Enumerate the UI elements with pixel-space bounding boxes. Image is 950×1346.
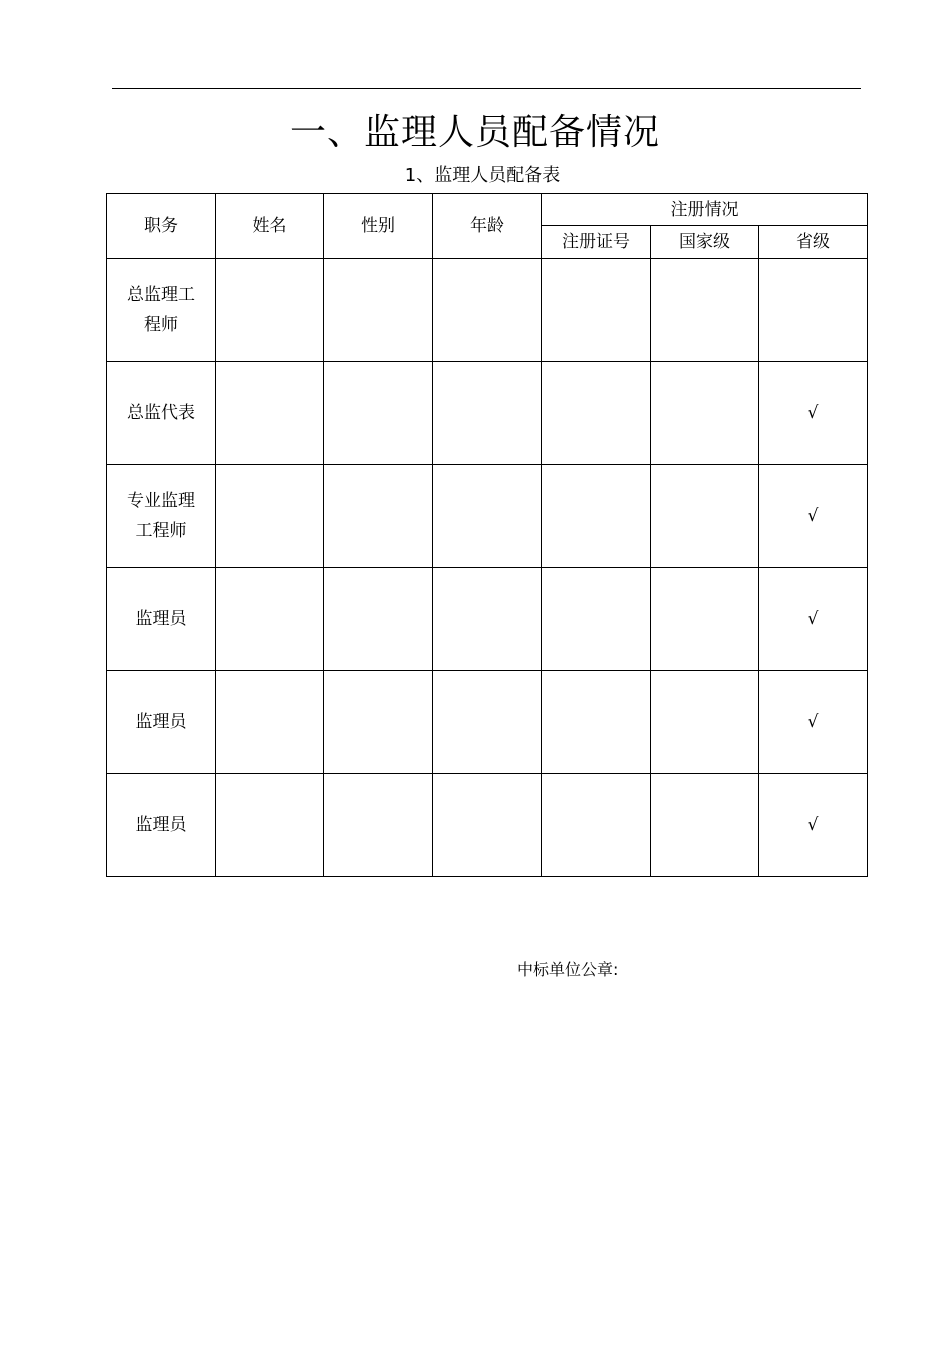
position-cell <box>107 568 216 671</box>
position-cell <box>107 774 216 877</box>
age-cell <box>433 671 542 774</box>
age-cell <box>433 259 542 362</box>
registration-no-cell <box>542 362 651 465</box>
registration-no-cell <box>542 774 651 877</box>
age-cell <box>433 774 542 877</box>
header-provincial: 省级 <box>759 226 868 259</box>
table-row <box>107 774 868 877</box>
registration-no-cell <box>542 568 651 671</box>
gender-cell <box>324 568 433 671</box>
national-cell <box>651 774 759 877</box>
name-cell <box>216 671 324 774</box>
position-line-1: 监理员 <box>135 609 187 629</box>
gender-cell <box>324 465 433 568</box>
position-cell <box>107 671 216 774</box>
table-row <box>107 465 868 568</box>
staff-table <box>106 193 868 877</box>
name-cell <box>216 259 324 362</box>
provincial-check: √ <box>759 774 868 877</box>
position-line-1: 监理员 <box>135 815 187 835</box>
position-cell <box>107 465 216 568</box>
position-line-2: 程师 <box>144 315 178 335</box>
registration-no-cell <box>542 259 651 362</box>
provincial-check: √ <box>759 671 868 774</box>
header-registration: 注册情况 <box>542 194 868 226</box>
position-cell <box>107 259 216 362</box>
name-cell <box>216 465 324 568</box>
name-cell <box>216 568 324 671</box>
name-cell <box>216 774 324 877</box>
header-name: 姓名 <box>216 194 324 259</box>
provincial-check: √ <box>759 362 868 465</box>
position-cell <box>107 362 216 465</box>
header-rule <box>112 88 861 89</box>
name-cell <box>216 362 324 465</box>
company-seal-label: 中标单位公章: <box>517 960 619 979</box>
gender-cell <box>324 259 433 362</box>
table-row <box>107 362 868 465</box>
age-cell <box>433 362 542 465</box>
registration-no-cell <box>542 465 651 568</box>
national-cell <box>651 362 759 465</box>
position-line-1: 专业监理 <box>127 491 195 511</box>
header-age: 年龄 <box>433 194 542 259</box>
national-cell <box>651 671 759 774</box>
national-cell <box>651 568 759 671</box>
table-row <box>107 568 868 671</box>
registration-no-cell <box>542 671 651 774</box>
table-row <box>107 259 868 362</box>
position-line-1: 总监代表 <box>127 403 195 423</box>
gender-cell <box>324 671 433 774</box>
national-cell <box>651 465 759 568</box>
header-row <box>107 194 868 226</box>
header-gender: 性别 <box>324 194 433 259</box>
age-cell <box>433 465 542 568</box>
position-line-1: 总监理工 <box>127 285 195 305</box>
gender-cell <box>324 362 433 465</box>
gender-cell <box>324 774 433 877</box>
provincial-cell <box>759 259 868 362</box>
position-line-2: 工程师 <box>135 521 187 541</box>
provincial-check: √ <box>759 465 868 568</box>
table-row <box>107 671 868 774</box>
national-cell <box>651 259 759 362</box>
age-cell <box>433 568 542 671</box>
header-position: 职务 <box>107 194 216 259</box>
position-line-1: 监理员 <box>135 712 187 732</box>
header-registration-no: 注册证号 <box>542 226 651 259</box>
header-national: 国家级 <box>651 226 759 259</box>
provincial-check: √ <box>759 568 868 671</box>
table-caption: 1、监理人员配备表 <box>404 165 561 186</box>
page-title: 一、监理人员配备情况 <box>289 112 660 153</box>
